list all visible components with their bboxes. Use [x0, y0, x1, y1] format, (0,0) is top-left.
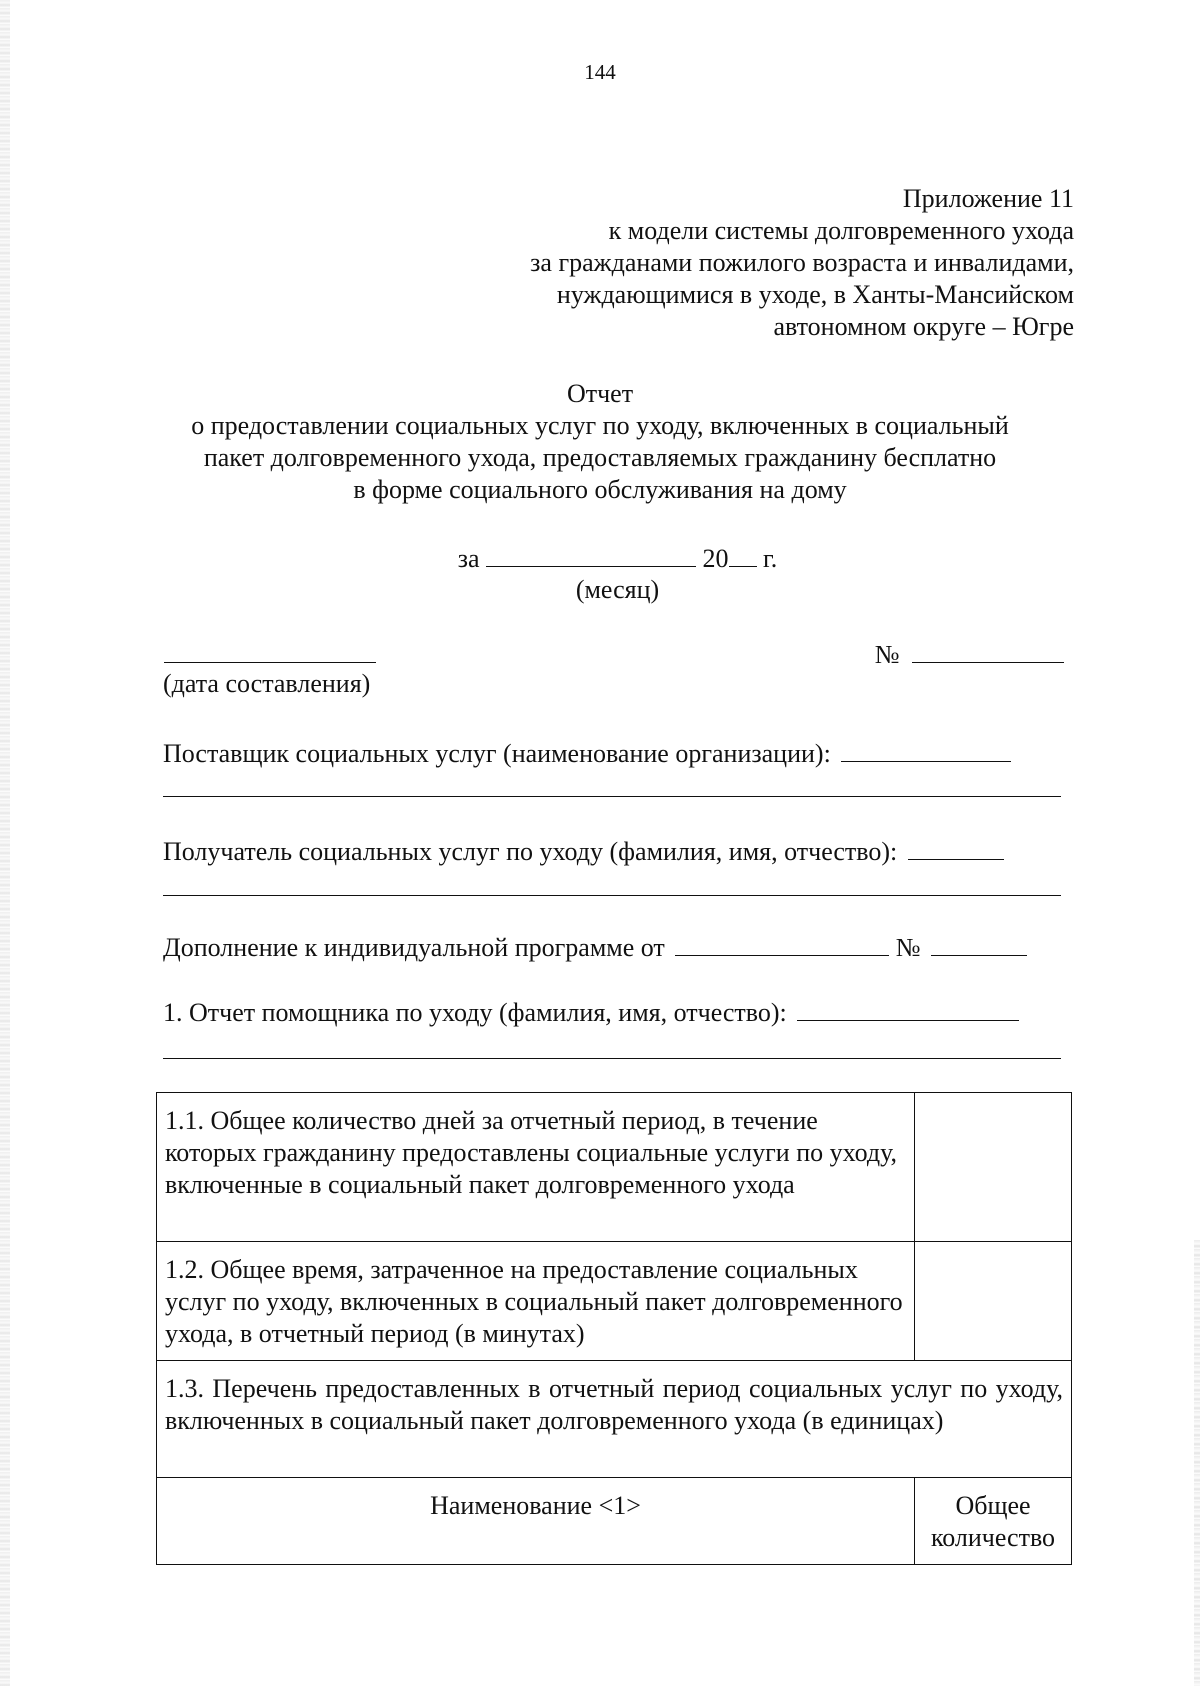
page-number: 144	[584, 60, 616, 84]
scan-edge-left	[0, 0, 10, 1686]
period-line	[0, 542, 1200, 575]
report-title-line: Отчет	[566, 379, 634, 408]
assistant-label: 1. Отчет помощника по уходу (фамилия, имя, отчество):	[163, 998, 787, 1027]
period-year-prefix: 20	[702, 544, 729, 573]
recipient-blank[interactable]	[908, 835, 1004, 860]
assistant-field	[163, 996, 1019, 1029]
assistant-blank[interactable]	[797, 996, 1019, 1021]
recipient-field	[163, 835, 1004, 868]
recipient-label: Получатель социальных услуг по уходу (фамилия, имя, отчество):	[163, 837, 898, 866]
month-blank[interactable]	[486, 542, 696, 567]
document-number-field	[875, 638, 1064, 671]
provider-blank[interactable]	[841, 737, 1011, 762]
column-header-total: Общее количество	[915, 1478, 1072, 1565]
supplement-label: Дополнение к индивидуальной программе от	[163, 933, 665, 962]
row-1-3-label: 1.3. Перечень предоставленных в отчетный период социальных услуг по уходу, включенных в социальный пакет долговременного ухода (в единицах)	[157, 1361, 1072, 1478]
number-sign: №	[874, 640, 900, 669]
period-prefix: за	[457, 544, 480, 573]
table-row	[157, 1242, 1072, 1361]
annex-line: за гражданами пожилого возраста и инвалидами,	[530, 248, 1074, 277]
supplement-number-sign: №	[895, 933, 921, 962]
provider-blank-line[interactable]	[163, 796, 1061, 797]
scan-edge-right	[1194, 1240, 1200, 1686]
provider-field	[163, 737, 1011, 770]
period-year-suffix: г.	[763, 544, 778, 573]
report-title	[0, 378, 1200, 506]
annex-line: Приложение 11	[902, 184, 1074, 213]
row-1-1-value[interactable]	[915, 1093, 1072, 1242]
row-1-2-value[interactable]	[915, 1242, 1072, 1361]
table-row	[157, 1361, 1072, 1478]
column-header-name: Наименование <1>	[157, 1478, 915, 1565]
annex-line: нуждающимися в уходе, в Ханты-Мансийском	[556, 280, 1074, 309]
report-title-line: о предоставлении социальных услуг по уходу, включенных в социальный	[191, 411, 1009, 440]
provider-label: Поставщик социальных услуг (наименование организации):	[163, 739, 831, 768]
row-1-1-label: 1.1. Общее количество дней за отчетный период, в течение которых гражданину предоставлены социальные услуги по уходу, включенные в социальный пакет долговременного ухода	[157, 1093, 915, 1242]
month-hint: (месяц)	[575, 575, 660, 604]
table-header-row	[157, 1478, 1072, 1565]
annex-line: к модели системы долговременного ухода	[608, 216, 1074, 245]
row-1-2-label: 1.2. Общее время, затраченное на предоставление социальных услуг по уходу, включенных в социальный пакет долговременного ухода, в отчетный период (в минутах)	[157, 1242, 915, 1361]
supplement-date-blank[interactable]	[675, 931, 889, 956]
recipient-blank-line[interactable]	[163, 895, 1061, 896]
date-label: (дата составления)	[163, 669, 371, 698]
document-number-blank[interactable]	[912, 638, 1064, 663]
annex-line: автономном округе – Югре	[773, 312, 1074, 341]
annex-block	[530, 183, 1074, 343]
report-title-line: пакет долговременного ухода, предоставляемых гражданину бесплатно	[203, 443, 997, 472]
supplement-number-blank[interactable]	[931, 931, 1027, 956]
date-blank[interactable]	[164, 662, 376, 663]
year-blank[interactable]	[729, 542, 757, 567]
assistant-blank-line[interactable]	[163, 1058, 1061, 1059]
supplement-field	[163, 931, 1027, 964]
report-table	[156, 1092, 1072, 1565]
table-row	[157, 1093, 1072, 1242]
report-title-line: в форме социального обслуживания на дому	[353, 475, 847, 504]
